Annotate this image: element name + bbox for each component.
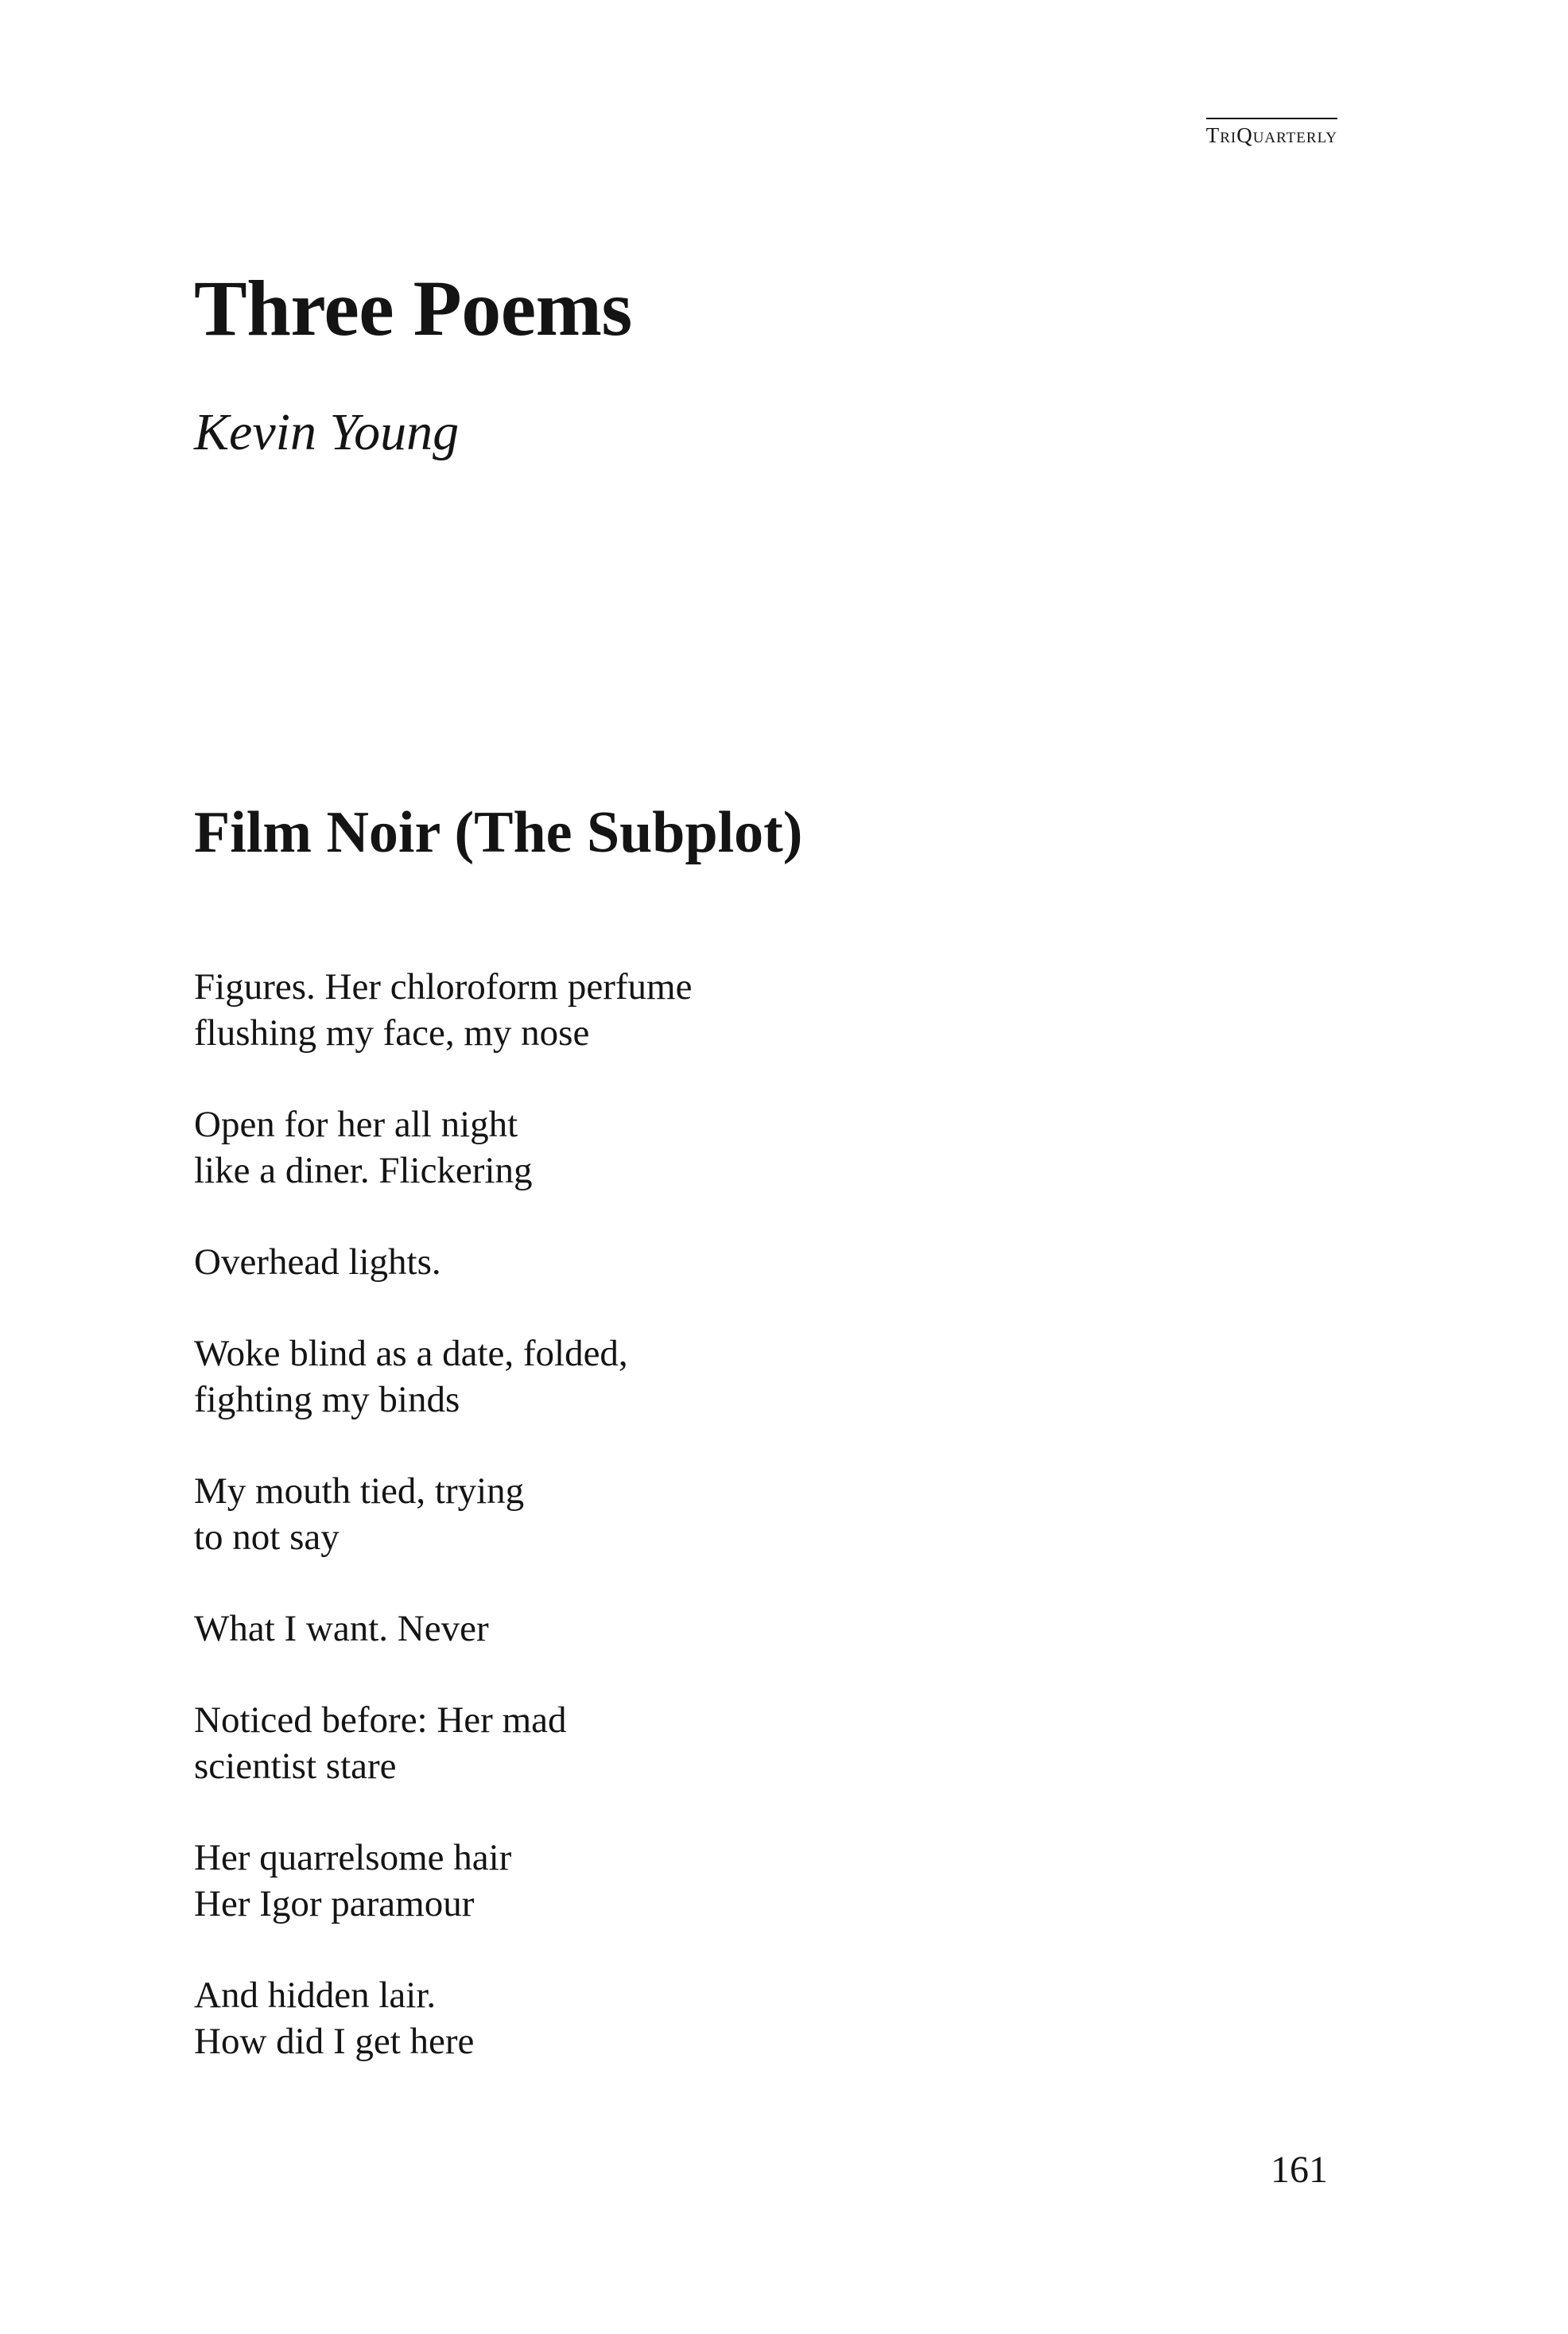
- stanza: [194, 1468, 1307, 1560]
- poem-line: Woke blind as a date, folded,: [194, 1333, 628, 1374]
- poem-title: Film Noir (The Subplot): [194, 800, 803, 865]
- poem-line: How did I get here: [194, 2021, 475, 2062]
- poem-line: Her quarrelsome hair: [194, 1837, 512, 1878]
- poem-line: Overhead lights.: [194, 1241, 441, 1283]
- poem-line: scientist stare: [194, 1746, 397, 1787]
- poem-line: My mouth tied, trying: [194, 1470, 525, 1512]
- poem-line: like a diner. Flickering: [194, 1150, 533, 1191]
- poem-line: Figures. Her chloroform perfume: [194, 966, 693, 1008]
- poem-line: What I want. Never: [194, 1608, 489, 1649]
- journal-name: TriQuarterly: [1205, 123, 1337, 147]
- running-head: [1206, 118, 1337, 148]
- poem-line: to not say: [194, 1517, 340, 1558]
- poem-body: [194, 964, 1307, 2110]
- page-title: Three Poems: [194, 264, 632, 352]
- poem-line: flushing my face, my nose: [194, 1012, 590, 1054]
- poem-line: Open for her all night: [194, 1104, 518, 1145]
- page-number: 161: [1271, 2149, 1328, 2191]
- stanza: [194, 1835, 1307, 1927]
- stanza: [194, 1330, 1307, 1423]
- poem-line: Her Igor paramour: [194, 1883, 475, 1924]
- stanza: [194, 1606, 1307, 1652]
- poem-line: And hidden lair.: [194, 1975, 437, 2016]
- stanza: [194, 1101, 1307, 1194]
- poem-line: Noticed before: Her mad: [194, 1699, 567, 1741]
- author-name: Kevin Young: [194, 403, 460, 461]
- stanza: [194, 1239, 1307, 1285]
- stanza: [194, 1697, 1307, 1789]
- poem-line: fighting my binds: [194, 1379, 460, 1420]
- stanza: [194, 1972, 1307, 2064]
- stanza: [194, 964, 1307, 1056]
